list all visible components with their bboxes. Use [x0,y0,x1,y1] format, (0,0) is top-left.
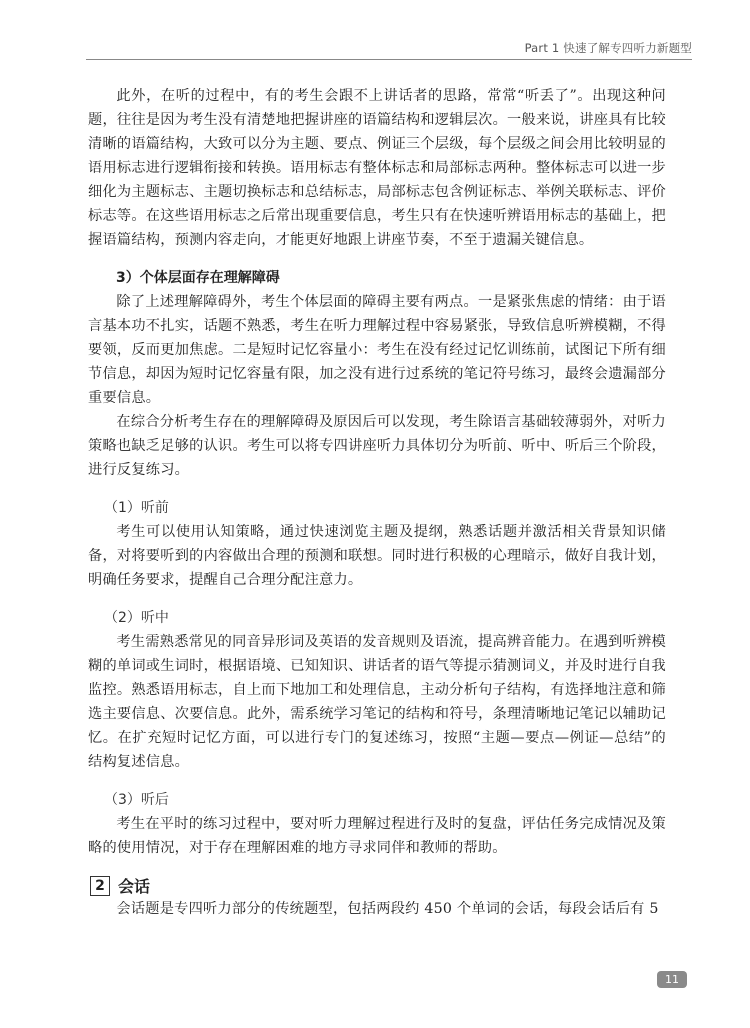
paragraph-lecture-structure: 此外，在听的过程中，有的考生会跟不上讲话者的思路，常常“听丢了”。出现这种问题，往往是因为考生没有清楚地把握讲座的语篇结构和逻辑层次。一般来说，讲座具有比较清晰的语篇结构，大致可以分为主题、要点、例证三个层级，每个层级之间会用比较明显的语用标志进行逻辑衔接和转换。语用标志有整体标志和局部标志两种。整体标志可以进一步细化为主题标志、主题切换标志和总结标志，局部标志包含例证标志、举例关联标志、评价标志等。在这些语用标志之后常出现重要信息，考生只有在快速听辨语用标志的基础上，把握语篇结构，预测内容走向，才能更好地跟上讲座节奏，不至于遗漏关键信息。 [88,88,666,248]
paragraph-during-listening: 考生需熟悉常见的同音异形词及英语的发音规则及语流，提高辨音能力。在遇到听辨模糊的单词或生词时，根据语境、已知知识、讲话者的语气等提示猜测词义，并及时进行自我监控。熟悉语用标志，自上而下地加工和处理信息，主动分析句子结构，有选择地注意和筛选主要信息、次要信息。此外，需系统学习笔记的结构和符号，条理清晰地记笔记以辅助记忆。在扩充短时记忆方面，可以进行专门的复述练习，按照“主题—要点—例证—总结”的结构复述信息。 [88,634,666,770]
paragraph-after-listening: 考生在平时的练习过程中，要对听力理解过程进行及时的复盘，评估任务完成情况及策略的使用情况，对于存在理解困难的地方寻求同伴和教师的帮助。 [88,816,666,856]
phase-heading-during: （2）听中 [104,610,169,626]
section-heading-conversation [88,874,666,897]
section-title: 会话 [118,877,151,896]
page-content [88,84,666,921]
paragraph-individual-barriers: 除了上述理解障碍外，考生个体层面的障碍主要有两点。一是紧张焦虑的情绪：由于语言基本功不扎实，话题不熟悉，考生在听力理解过程中容易紧张，导致信息听辨模糊，不得要领，反而更加焦虑。二是短时记忆容量小：考生在没有经过记忆训练前，试图记下所有细节信息，却因为短时记忆容量有限，加之没有进行过系统的笔记符号练习，最终会遗漏部分重要信息。 [88,294,666,406]
page-number-badge: 11 [657,971,687,988]
phase-heading-before: （1）听前 [104,500,169,516]
subheading-individual-barriers: 3）个体层面存在理解障碍 [116,270,280,286]
section-number-box: 2 [90,876,110,896]
phase-heading-after: （3）听后 [104,792,169,808]
header-rule [86,59,692,60]
paragraph-strategy-summary: 在综合分析考生存在的理解障碍及原因后可以发现，考生除语言基础较薄弱外，对听力策略也缺乏足够的认识。考生可以将专四讲座听力具体切分为听前、听中、听后三个阶段，进行反复练习。 [88,414,666,478]
paragraph-before-listening: 考生可以使用认知策略，通过快速浏览主题及提纲，熟悉话题并激活相关背景知识储备，对将要听到的内容做出合理的预测和联想。同时进行积极的心理暗示，做好自我计划，明确任务要求，提醒自己合理分配注意力。 [88,524,666,588]
running-head: Part 1 快速了解专四听力新题型 [524,41,692,55]
paragraph-conversation-intro: 会话题是专四听力部分的传统题型，包括两段约 450 个单词的会话，每段会话后有 5 [116,901,659,917]
